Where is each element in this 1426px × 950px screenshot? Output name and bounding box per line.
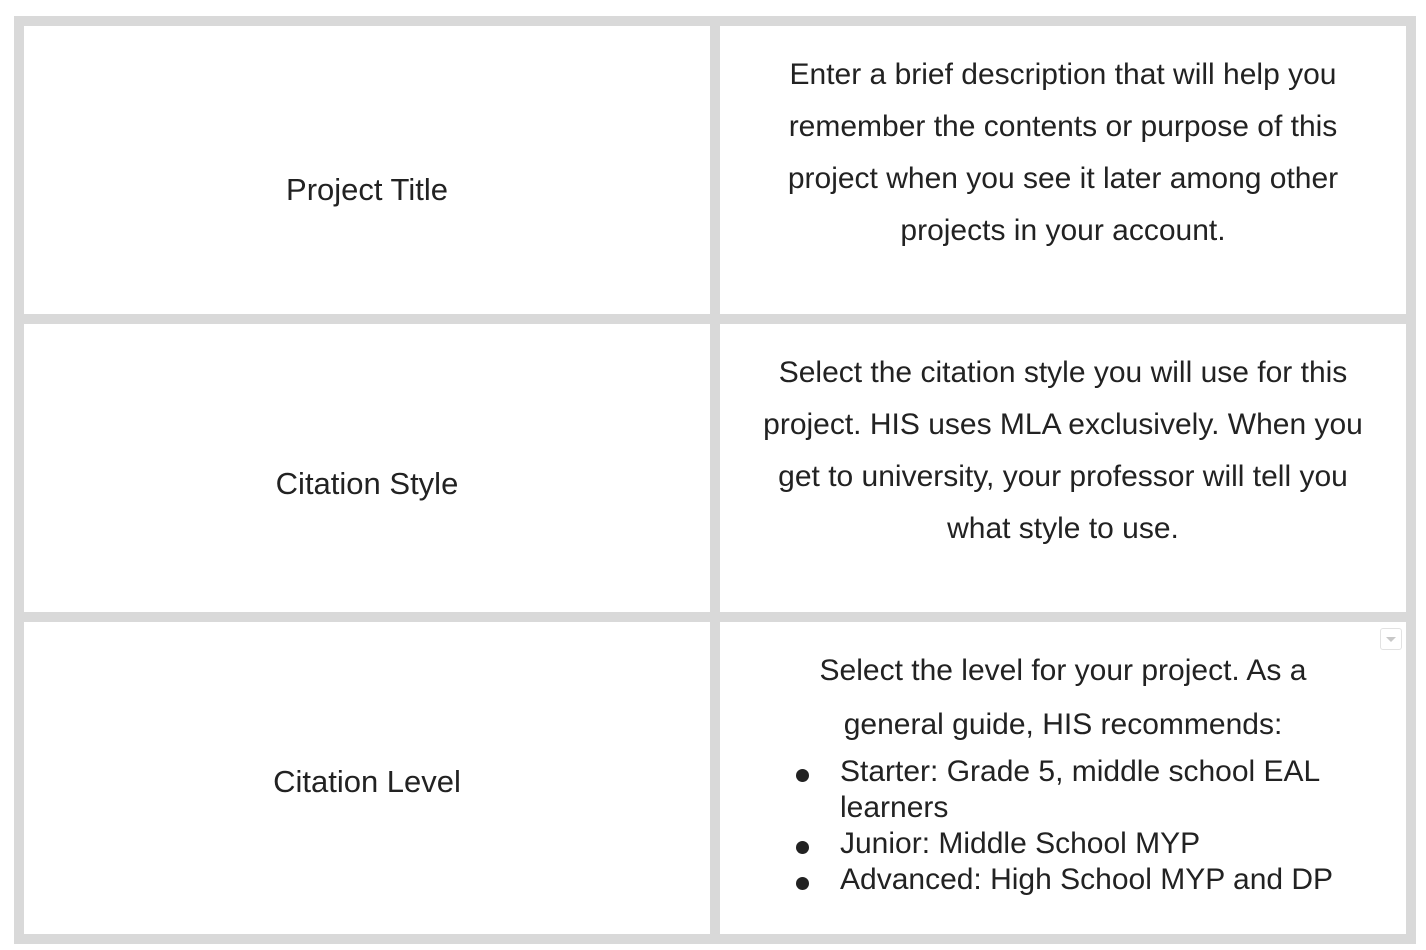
field-label: Citation Level [273, 764, 461, 799]
list-item: Advanced: High School MYP and DP [792, 862, 1386, 898]
level-list [792, 754, 1386, 898]
field-description: Select the level for your project. As a general guide, HIS recommends: [819, 654, 1307, 741]
bullet-icon [796, 841, 809, 854]
description-cell-citation-level [720, 622, 1406, 934]
info-table [14, 16, 1416, 944]
list-item: Junior: Middle School MYP [792, 826, 1386, 862]
label-cell-citation-level [24, 622, 710, 934]
cell-menu-button[interactable] [1380, 628, 1402, 650]
field-description: Select the citation style you will use for this project. HIS uses MLA exclusively. When you get to university, your professor will tell you what style to use. [763, 356, 1363, 545]
field-label: Project Title [286, 172, 448, 207]
label-cell-citation-style [24, 324, 710, 612]
field-label: Citation Style [275, 466, 459, 501]
description-cell-citation-style [720, 324, 1406, 612]
bullet-icon [796, 769, 809, 782]
list-item: Starter: Grade 5, middle school EAL learners [792, 754, 1386, 826]
field-description: Enter a brief description that will help you remember the contents or purpose of this project when you see it later among other projects in your account. [787, 58, 1339, 247]
bullet-icon [796, 877, 809, 890]
description-cell-project-title [720, 26, 1406, 314]
label-cell-project-title [24, 26, 710, 314]
chevron-down-icon [1381, 629, 1401, 649]
